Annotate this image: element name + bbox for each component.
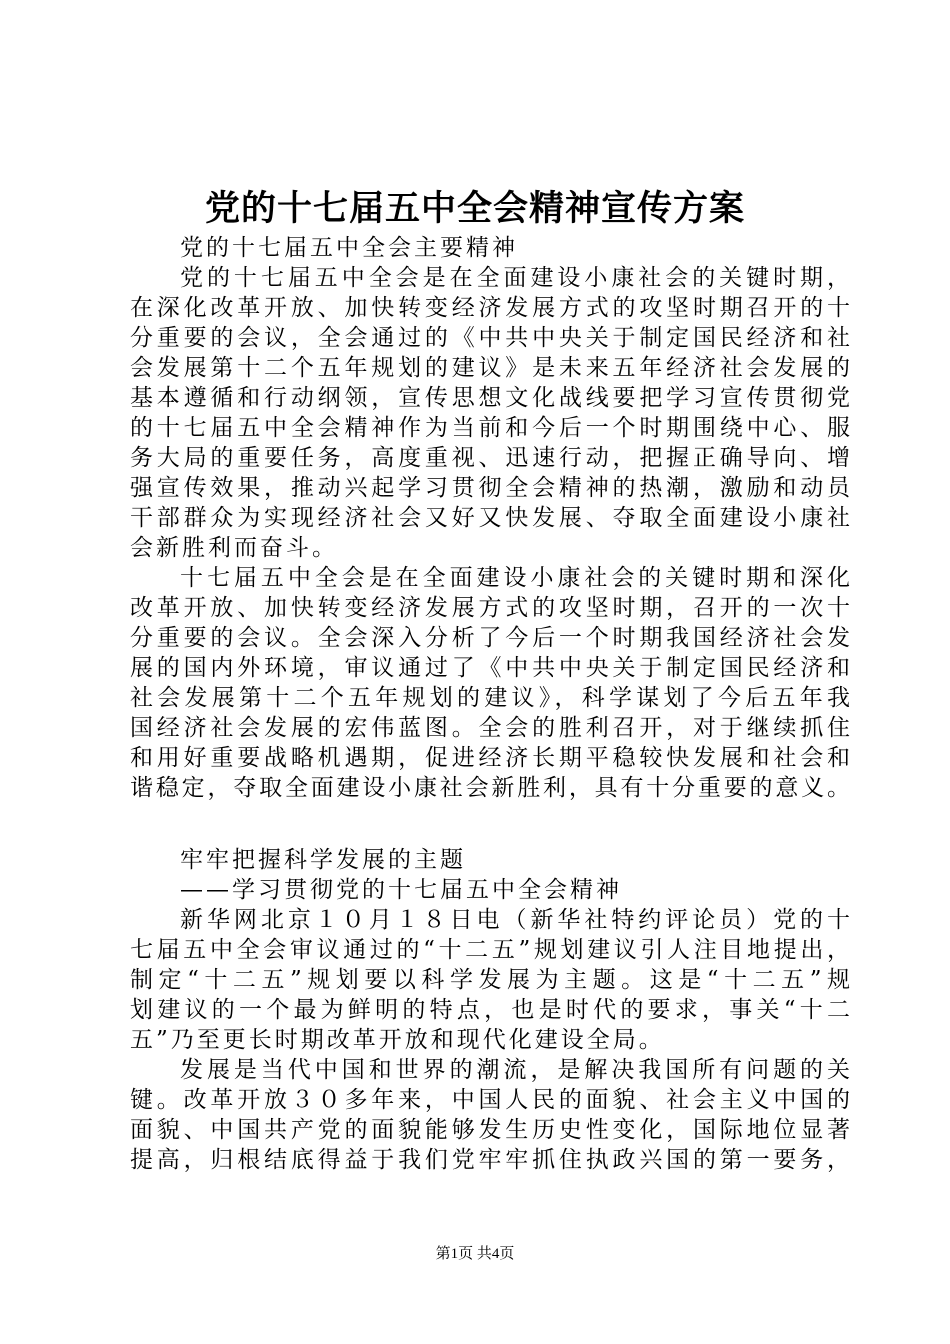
paragraph-line: 党的十七届五中全会是在全面建设小康社会的关键时期， <box>180 265 850 291</box>
paragraph-line: 制定“十二五”规划要以科学发展为主题。这是“十二五”规 <box>130 967 850 993</box>
paragraph-line: 发展是当代中国和世界的潮流，是解决我国所有问题的关 <box>180 1057 850 1083</box>
paragraph-line: 和用好重要战略机遇期，促进经济长期平稳较快发展和社会和 <box>130 745 850 771</box>
paragraph-line: 新华网北京１０月１８日电（新华社特约评论员）党的十 <box>180 907 850 933</box>
paragraph-line: 强宣传效果，推动兴起学习贯彻全会精神的热潮，激励和动员 <box>130 475 850 501</box>
paragraph-line: 十七届五中全会是在全面建设小康社会的关键时期和深化 <box>180 565 850 591</box>
paragraph-line: 会发展第十二个五年规划的建议》是未来五年经济社会发展的 <box>130 355 850 381</box>
paragraph-line: 分重要的会议，全会通过的《中共中央关于制定国民经济和社 <box>130 325 850 351</box>
paragraph-line: 谐稳定，夺取全面建设小康社会新胜利，具有十分重要的意义。 <box>130 775 850 801</box>
document-title: 党的十七届五中全会精神宣传方案 <box>204 188 745 229</box>
paragraph-line: 会新胜利而奋斗。 <box>130 535 338 561</box>
paragraph-line: 在深化改革开放、加快转变经济发展方式的攻坚时期召开的十 <box>130 295 850 321</box>
paragraph-line: 务大局的重要任务，高度重视、迅速行动，把握正确导向、增 <box>130 445 850 471</box>
paragraph-line: 面貌、中国共产党的面貌能够发生历史性变化，国际地位显著 <box>130 1117 850 1143</box>
paragraph-line: 改革开放、加快转变经济发展方式的攻坚时期，召开的一次十 <box>130 595 850 621</box>
paragraph-line: 分重要的会议。全会深入分析了今后一个时期我国经济社会发 <box>130 625 850 651</box>
section-heading: 党的十七届五中全会主要精神 <box>180 235 518 261</box>
paragraph-line: 键。改革开放３０多年来，中国人民的面貌、社会主义中国的 <box>130 1087 850 1113</box>
paragraph-line: 提高，归根结底得益于我们党牢牢抓住执政兴国的第一要务， <box>130 1147 850 1173</box>
paragraph-line: 七届五中全会审议通过的“十二五”规划建议引人注目地提出， <box>130 937 850 963</box>
paragraph-line: 国经济社会发展的宏伟蓝图。全会的胜利召开，对于继续抓住 <box>130 715 850 741</box>
paragraph-line: 社会发展第十二个五年规划的建议》，科学谋划了今后五年我 <box>130 685 850 711</box>
paragraph-line: 干部群众为实现经济社会又好又快发展、夺取全面建设小康社 <box>130 505 850 531</box>
section-heading: 牢牢把握科学发展的主题 <box>180 847 466 873</box>
paragraph-line: 五”乃至更长时期改革开放和现代化建设全局。 <box>130 1027 665 1053</box>
page-number-footer: 第1页 共4页 <box>435 1246 515 1262</box>
paragraph-line: 的十七届五中全会精神作为当前和今后一个时期围绕中心、服 <box>130 415 850 441</box>
paragraph-line: 基本遵循和行动纲领，宣传思想文化战线要把学习宣传贯彻党 <box>130 385 850 411</box>
section-subheading: ——学习贯彻党的十七届五中全会精神 <box>180 877 622 903</box>
paragraph-line: 展的国内外环境，审议通过了《中共中央关于制定国民经济和 <box>130 655 850 681</box>
paragraph-line: 划建议的一个最为鲜明的特点，也是时代的要求，事关“十二 <box>130 997 850 1023</box>
